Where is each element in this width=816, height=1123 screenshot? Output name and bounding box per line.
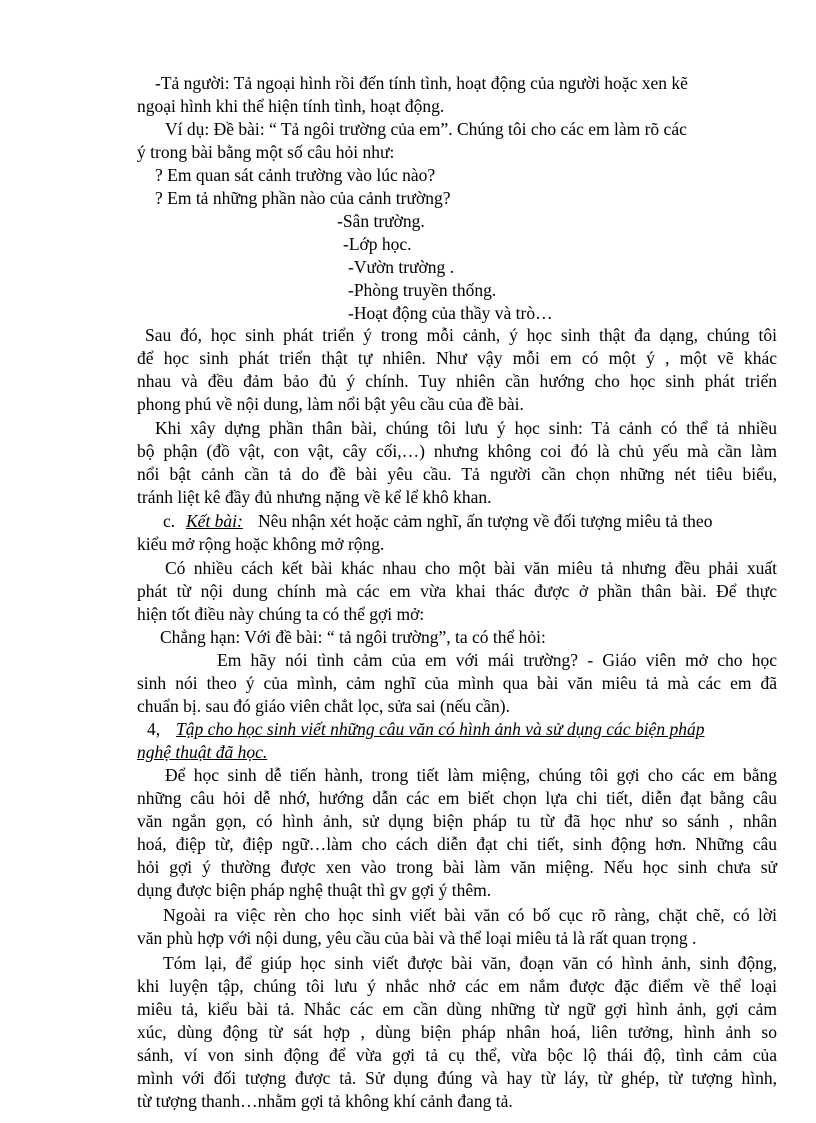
text-line: sinh nói theo ý của mình, cảm nghĩ của mình qua bài văn miêu tả mà các em đã xyxy=(137,673,777,693)
text-line: Sau đó, học sinh phát triển ý trong mỗi cảnh, ý học sinh thật đa dạng, chúng tôi xyxy=(145,325,777,345)
text-line: để học sinh phát triển thật tự nhiên. Như vậy mỗi em có một ý , một vẽ khác xyxy=(137,348,777,368)
section-heading: Tập cho học sinh viết những câu văn có hình ảnh và sử dụng các biện pháp xyxy=(176,719,705,739)
text-line: nổi bật cảnh cần tả do đề bài yêu cầu. Tả người cần chọn những nét tiêu biểu, xyxy=(137,464,777,484)
text-line: Em hãy nói tình cảm của em với mái trường? - Giáo viên mở cho học xyxy=(217,650,777,670)
section-letter: c. xyxy=(163,511,176,531)
text-line: dụng được biện pháp nghệ thuật thì gv gợi ý thêm. xyxy=(137,880,492,900)
section-number: 4, xyxy=(147,719,161,739)
text-line: sánh, ví von sinh động để vừa gợi tả cụ thể, vừa bộc lộ thái độ, tình cảm của xyxy=(137,1045,777,1065)
text-line: Nêu nhận xét hoặc cảm nghĩ, ấn tượng về đối tượng miêu tả theo xyxy=(258,511,713,531)
text-line: tránh liệt kê đầy đủ nhưng nặng về kể lể khô khan. xyxy=(137,487,492,507)
text-line: Tóm lại, để giúp học sinh viết được bài văn, đoạn văn có hình ảnh, sinh động, xyxy=(163,953,777,973)
text-line: -Tả người: Tả ngoại hình rồi đến tính tình, hoạt động của người hoặc xen kẽ xyxy=(155,73,688,93)
text-line: hiện tốt điều này chúng ta có thể gợi mở: xyxy=(137,604,425,624)
text-line: ? Em quan sát cảnh trường vào lúc nào? xyxy=(155,165,436,185)
text-line: -Hoạt động của thầy và trò… xyxy=(348,303,553,323)
text-line: hỏi gợi ý thường được xen vào trong bài làm văn miệng. Nếu học sinh chưa sử xyxy=(137,857,777,877)
text-line: hoá, điệp từ, điệp ngữ…làm cho cách diễn đạt chi tiết, sinh động hơn. Những câu xyxy=(137,834,777,854)
text-line: Ngoài ra việc rèn cho học sinh viết bài văn có bố cục rõ ràng, chặt chẽ, có lời xyxy=(163,905,777,925)
text-line: ý trong bài bằng một số câu hỏi như: xyxy=(137,142,395,162)
text-line: phát từ nội dung chính mà các em vừa khai thác được ở phần thân bài. Để thực xyxy=(137,581,777,601)
text-line: Có nhiều cách kết bài khác nhau cho một bài văn miêu tả nhưng đều phải xuất xyxy=(165,558,777,578)
section-heading: Kết bài: xyxy=(186,511,243,531)
text-line: Chẳng hạn: Với đề bài: “ tả ngôi trường”, ta có thể hỏi: xyxy=(160,627,546,647)
text-line: Khi xây dựng phần thân bài, chúng tôi lưu ý học sinh: Tả cảnh có thể tả nhiều xyxy=(155,418,777,438)
text-line: phong phú về nội dung, làm nổi bật yêu cầu của đề bài. xyxy=(137,394,524,414)
section-heading: nghệ thuật đã học. xyxy=(137,742,268,762)
text-line: -Lớp học. xyxy=(343,234,412,254)
text-line: Để học sinh dễ tiến hành, trong tiết làm miệng, chúng tôi gợi cho các em bằng xyxy=(165,765,777,785)
text-line: ngoại hình khi thể hiện tính tình, hoạt động. xyxy=(137,96,445,116)
text-line: xúc, dùng động từ sát hợp , dùng biện pháp nhân hoá, liên tưởng, hình ảnh so xyxy=(137,1022,777,1042)
text-line: khi luyện tập, chúng tôi lưu ý nhắc nhở các em nắm được đặc điểm về thể loại xyxy=(137,976,777,996)
text-line: chuẩn bị. sau đó giáo viên chắt lọc, sửa sai (nếu cần). xyxy=(137,696,510,716)
text-line: ? Em tả những phần nào của cảnh trường? xyxy=(155,188,451,208)
text-line: mình với đối tượng được tả. Sử dụng đúng và hay từ láy, từ ghép, từ tượng hình, xyxy=(137,1068,777,1088)
text-line: những câu hỏi dễ nhớ, hướng dẫn các em biết chọn lựa chi tiết, diễn đạt bằng câu xyxy=(137,788,777,808)
text-line: nhau và đều đảm bảo đủ ý chính. Tuy nhiên cần hướng cho học sinh phát triển xyxy=(137,371,777,391)
text-line: -Phòng truyền thống. xyxy=(348,280,497,300)
text-line: -Vườn trường . xyxy=(348,257,455,277)
text-line: văn ngắn gọn, có hình ảnh, sử dụng biện pháp tu từ đã học như so sánh , nhân xyxy=(137,811,777,831)
text-line: kiểu mở rộng hoặc không mở rộng. xyxy=(137,534,385,554)
text-line: -Sân trường. xyxy=(337,211,425,231)
text-line: bộ phận (đồ vật, con vật, cây cối,…) nhưng không coi đó là chủ yếu mà cần làm xyxy=(137,441,777,461)
text-line: miêu tả, kiểu bài tả. Nhắc các em cần dùng những từ ngữ gợi hình ảnh, gợi cảm xyxy=(137,999,777,1019)
text-line: Ví dụ: Đề bài: “ Tả ngôi trường của em”. Chúng tôi cho các em làm rõ các xyxy=(165,119,687,139)
text-line: từ tượng thanh…nhằm gợi tả không khí cảnh đang tả. xyxy=(137,1091,513,1111)
text-line: văn phù hợp với nội dung, yêu cầu của bài và thể loại miêu tả là rất quan trọng . xyxy=(137,928,697,948)
